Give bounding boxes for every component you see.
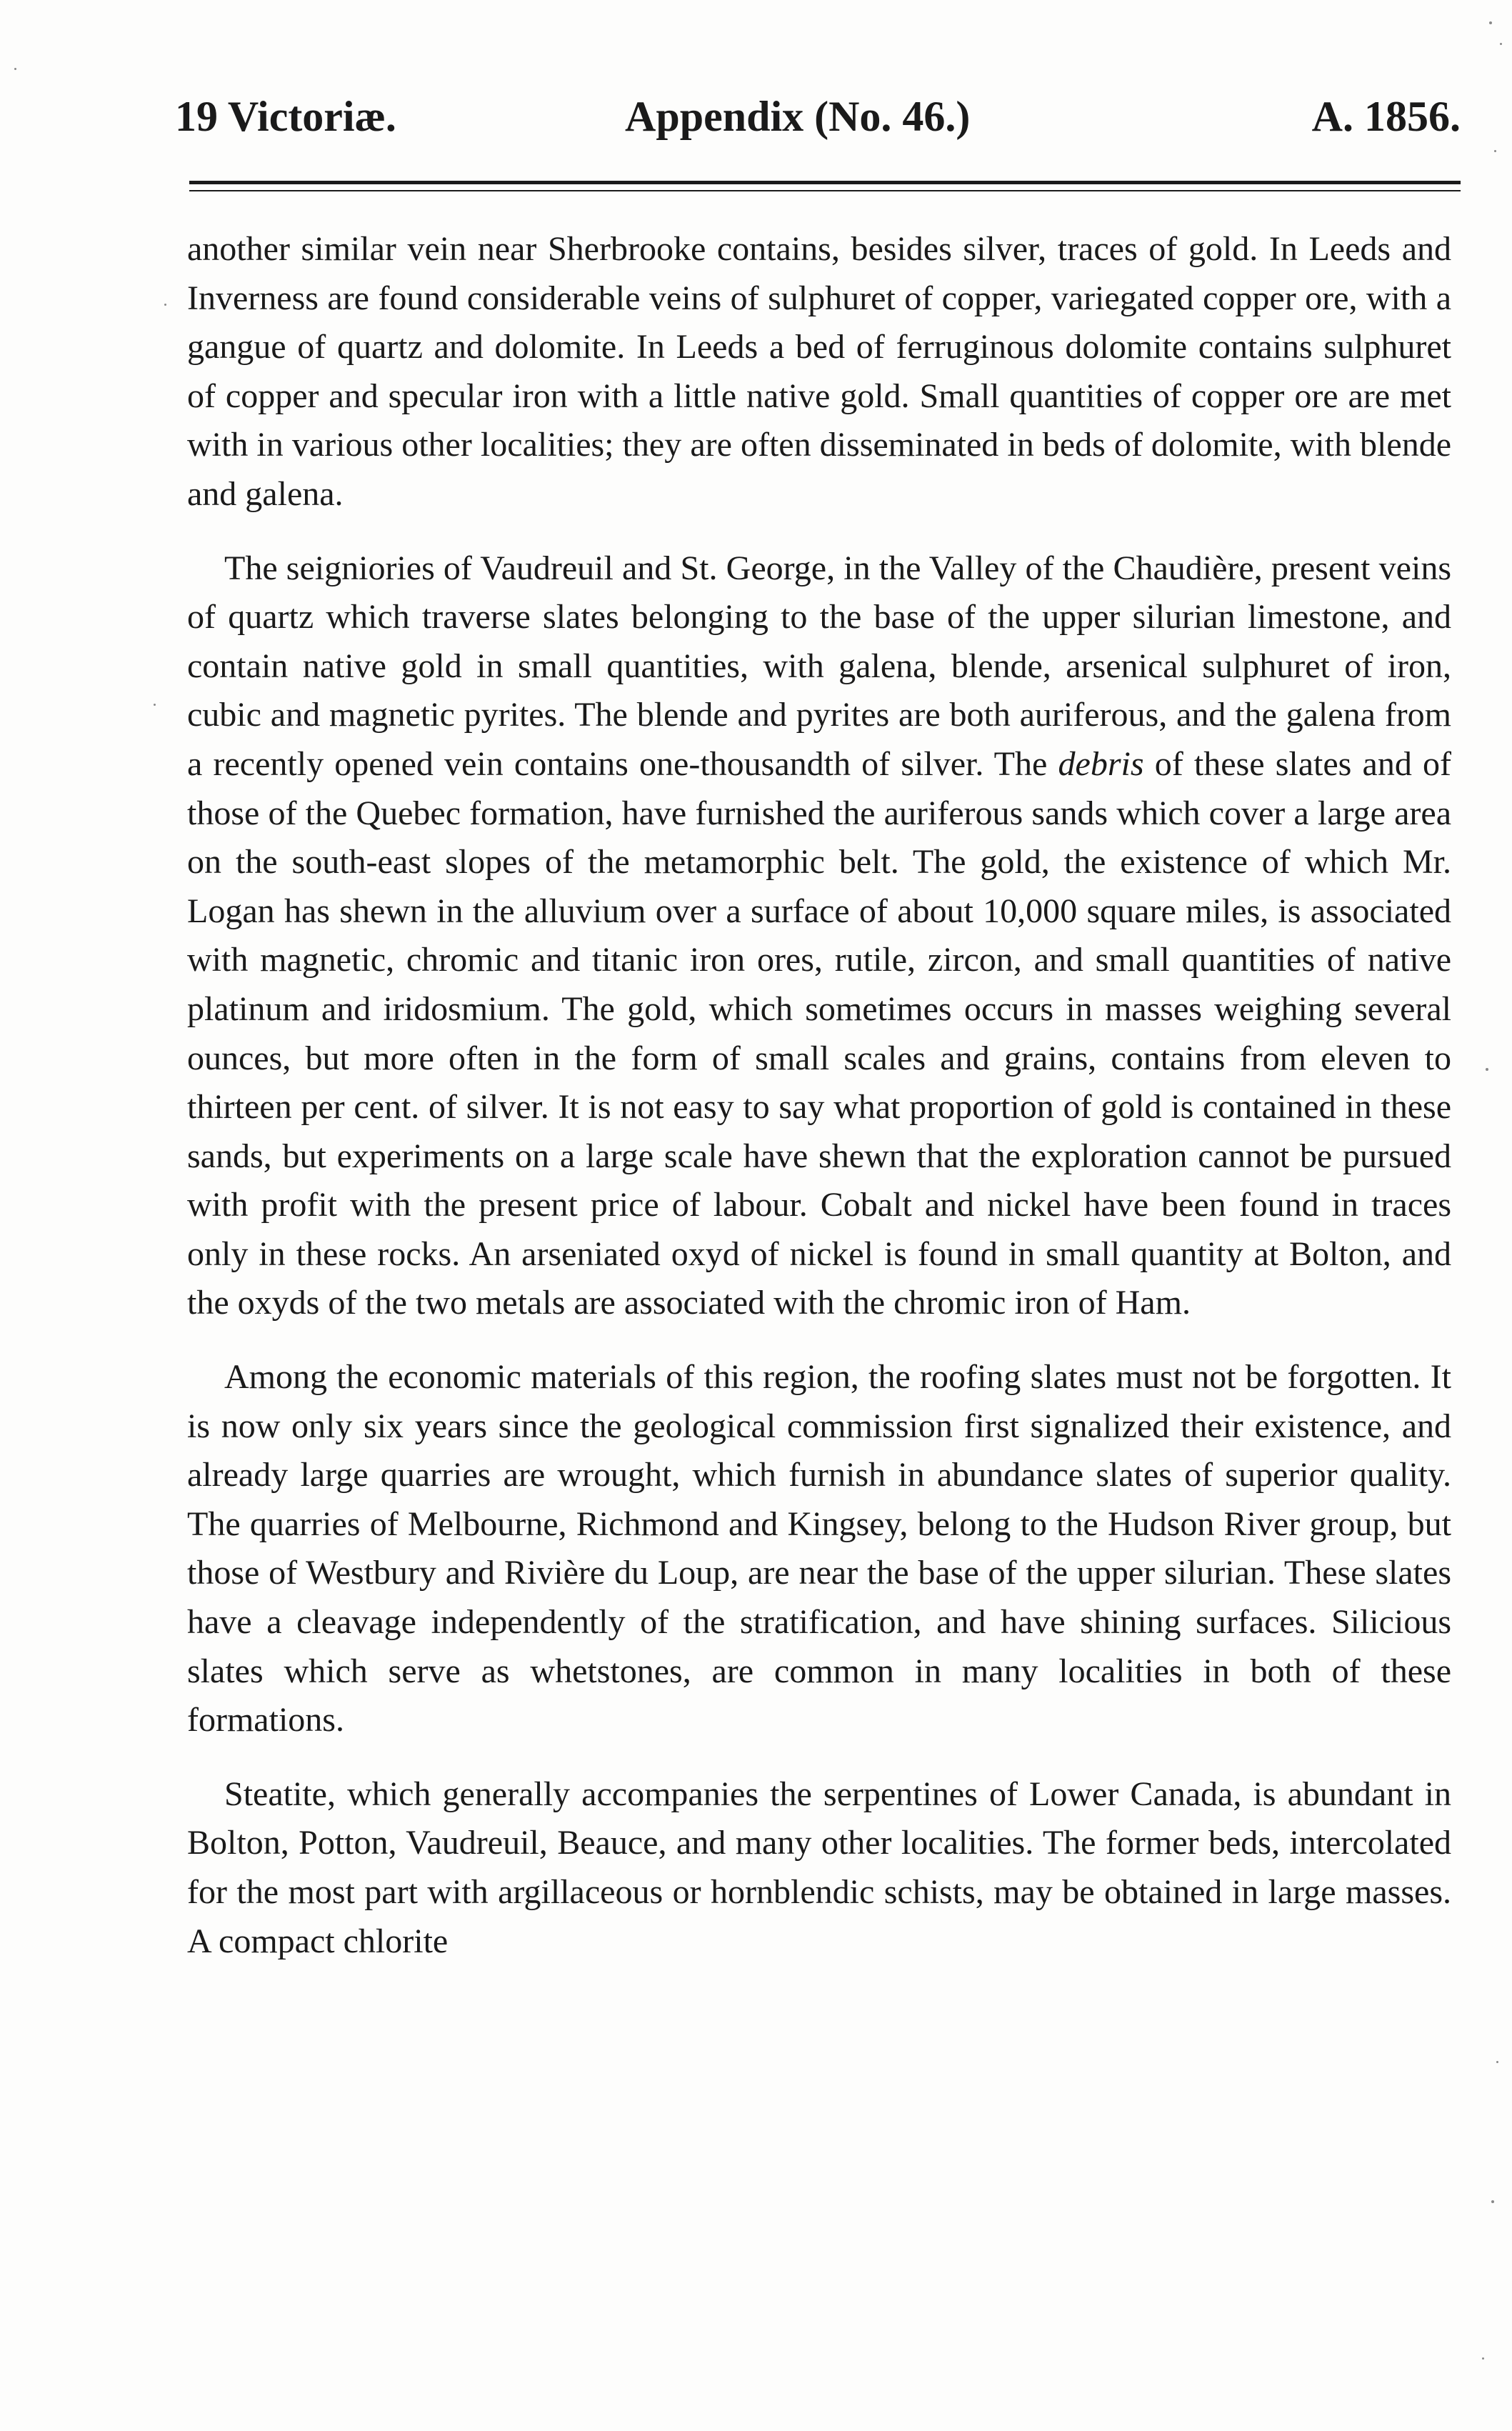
margin-speck xyxy=(1500,43,1502,45)
margin-speck xyxy=(154,704,156,706)
running-header xyxy=(175,84,1461,149)
paragraph-1: another similar vein near Sherbrooke contains, besides silver, traces of gold. In Leeds and Inverness are found considerable veins of sulphuret of copper, variegated copper ore, with a gangue of quartz and dolomite. In Leeds a bed of ferruginous dolomite contains sulphuret of copper and specular iron with a little native gold. Small quantities of copper ore are met with in various other localities; they are often disseminated in beds of dolomite, with blende and galena. xyxy=(187,230,1451,513)
paragraph-2-part-b: of these slates and of those of the Quebec formation, have furnished the auriferous sands which cover a large area on the south-east slopes of the metamorphic belt. The gold, the existence of which Mr. Logan has shewn in the alluvium over a surface of about 10,000 square miles, is associated with magnetic, chromic and titanic iron ores, rutile, zircon, and small quantities of native platinum and iridosmium. The gold, which sometimes occurs in masses weighing several ounces, but more often in the form of small scales and grains, contains from eleven to thirteen per cent. of silver. It is not easy to say what proportion of gold is contained in these sands, but experiments on a large scale have shewn that the exploration cannot be pursued with profit with the present price of labour. Cobalt and nickel have been found in traces only in these rocks. An arseniated oxyd of nickel is found in small quantity at Bolton, and the oxyds of the two metals are associated with the chromic iron of Ham. xyxy=(187,744,1452,1322)
body-text xyxy=(187,225,1451,1991)
margin-speck xyxy=(1482,2357,1484,2360)
header-year: A. 1856. xyxy=(1311,93,1461,140)
header-rule-thick xyxy=(189,181,1461,184)
header-session: 19 Victoriæ. xyxy=(175,93,396,140)
margin-speck xyxy=(1496,2061,1498,2063)
header-appendix: Appendix (No. 46.) xyxy=(625,93,971,140)
margin-speck xyxy=(164,304,166,306)
paragraph-2-part-a: The seigniories of Vaudreuil and St. George, in the Valley of the Chaudière, present veins of quartz which traverse slates belonging to the base of the upper silurian limestone, and contain native gold in small quantities, with galena, blende, arsenical sulphuret of iron, cubic and magnetic pyrites. The blende and pyrites are both auriferous, and the galena from a recently opened vein contains one-thousandth of silver. The xyxy=(187,549,1451,783)
margin-speck xyxy=(1486,1068,1488,1071)
header-rule-thin xyxy=(189,190,1461,191)
paragraph-2-italic-term: debris xyxy=(1058,744,1144,783)
paragraph-4: Steatite, which generally accompanies the serpentines of Lower Canada, is abundant in Bolton, Potton, Vaudreuil, Beauce, and many other localities. The former beds, intercolated for the most part with argillaceous or hornblendic schists, may be obtained in large masses. A compact chlorite xyxy=(187,1774,1451,1960)
margin-speck xyxy=(1489,21,1492,24)
margin-speck xyxy=(14,68,16,70)
paragraph-2 xyxy=(187,544,1451,1329)
paragraph-3: Among the economic materials of this region, the roofing slates must not be forgotten. It is now only six years since the geological commission first signalized their existence, and already large quarries are wrought, which furnish in abundance slates of superior quality. The quarries of Melbourne, Richmond and Kingsey, belong to the Hudson River group, but those of Westbury and Rivière du Loup, are near the base of the upper silurian. These slates have a cleavage independently of the stratification, and have shining surfaces. Silicious slates which serve as whetstones, are common in many localities in both of these formations. xyxy=(187,1358,1451,1739)
margin-speck xyxy=(1494,150,1496,152)
margin-speck xyxy=(1491,2200,1494,2203)
